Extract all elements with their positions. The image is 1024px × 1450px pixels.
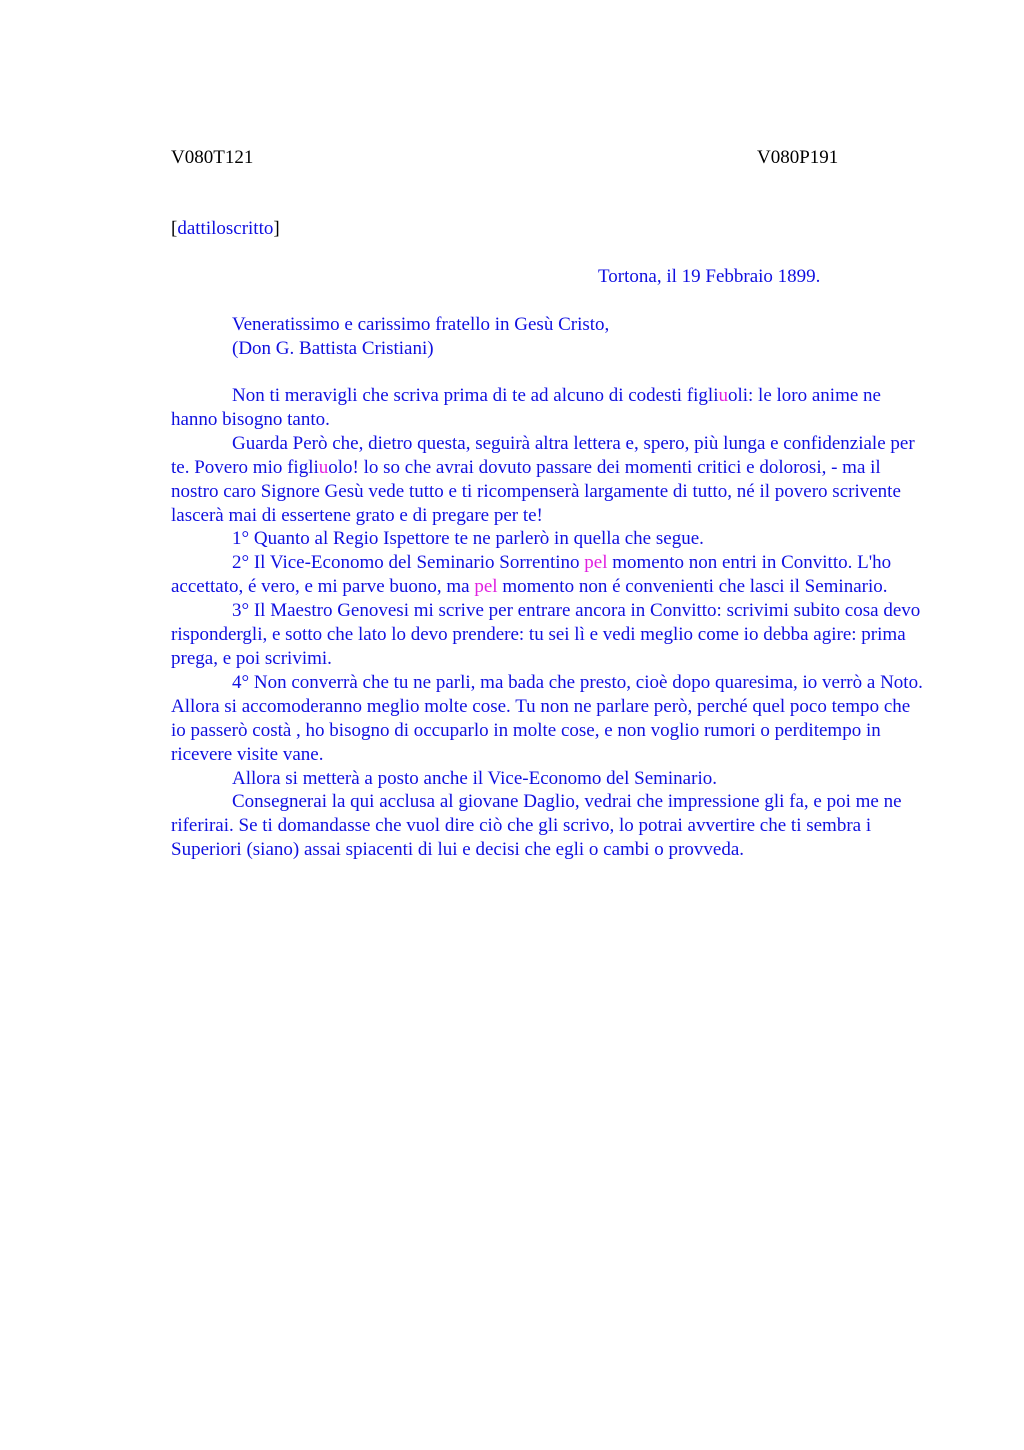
- letter-salutation: [232, 313, 609, 361]
- salutation-line-1: Veneratissimo e carissimo fratello in Gesù Cristo,: [232, 314, 610, 335]
- document-code-right: V080P191: [757, 147, 839, 168]
- paragraph-5: 3° Il Maestro Genovesi mi scrive per entrare ancora in Convitto: scrivimi subito cosa devo rispondergli, e sotto che lato lo devo prendere: tu sei lì e vedi meglio come io debba agire: prima prega, e poi scrivimi.: [171, 600, 921, 669]
- salutation-line-2: (Don G. Battista Cristiani): [232, 338, 434, 359]
- paragraph-1: [171, 384, 923, 432]
- paragraph-6: 4° Non converrà che tu ne parli, ma bada che presto, cioè dopo quaresima, io verrò a Noto. Allora si accomoderanno meglio molte cose. Tu non ne parlare però, perché quel poco tempo che io passerò costà , ho bisogno di occuparlo in molte cose, e non voglio rumori o perditempo in ricevere visite vane.: [171, 671, 923, 765]
- document-type-label: dattiloscritto: [177, 218, 274, 239]
- letter-dateline: Tortona, il 19 Febbraio 1899.: [598, 266, 821, 287]
- paragraph-2-text-b: olo! lo so che avrai dovuto passare dei momenti critici e dolorosi, - ma il nostro caro Signore Gesù vede tutto e ti ricompenserà largamente di tutto, né il povero scrivente lascerà mai di essertene grato e di pregare per te!: [171, 456, 901, 526]
- paragraph-1-text-a: Non ti meravigli che scriva prima di te ad alcuno di codesti figli: [232, 385, 719, 406]
- bracket-open: [: [171, 218, 178, 239]
- document-code-left: V080T121: [171, 147, 254, 168]
- highlight-pel: pel: [474, 576, 498, 598]
- paragraph-8: Consegnerai la qui acclusa al giovane Daglio, vedrai che impressione gli fa, e poi me ne riferirai. Se ti domandasse che vuol dire ciò che gli scrivo, lo potrai avvertire che ti sembra i Superiori (siano) assai spiacenti di lui e decisi che egli o cambi o provveda.: [171, 791, 902, 861]
- highlight-pel: pel: [584, 552, 608, 574]
- letter-body: [171, 384, 923, 862]
- paragraph-2-text-a: Guarda Però che, dietro questa, seguirà altra lettera e, spero, più lunga e confidenziale per te. Povero mio figli: [171, 432, 915, 478]
- paragraph-4-text-a: 2° Il Vice-Economo del Seminario Sorrentino: [232, 552, 585, 574]
- paragraph-3: 1° Quanto al Regio Ispettore te ne parlerò in quella che segue.: [232, 528, 704, 550]
- bracket-close: ]: [273, 218, 280, 239]
- document-type-tag: [171, 217, 280, 241]
- paragraph-4-text-c: momento non é convenienti che lasci il Seminario.: [497, 576, 888, 598]
- paragraph-4-text-b: momento non entri in Convitto. L'ho accettato, é vero, e mi parve buono, ma: [171, 552, 892, 598]
- paragraph-1-text-b: oli: le loro anime ne hanno bisogno tanto.: [171, 385, 881, 430]
- paragraph-7: Allora si metterà a posto anche il Vice-Economo del Seminario.: [232, 767, 717, 789]
- paragraph-4: [171, 551, 923, 599]
- paragraph-2: [171, 432, 923, 528]
- highlight-u: u: [718, 385, 728, 406]
- highlight-u: u: [318, 456, 329, 478]
